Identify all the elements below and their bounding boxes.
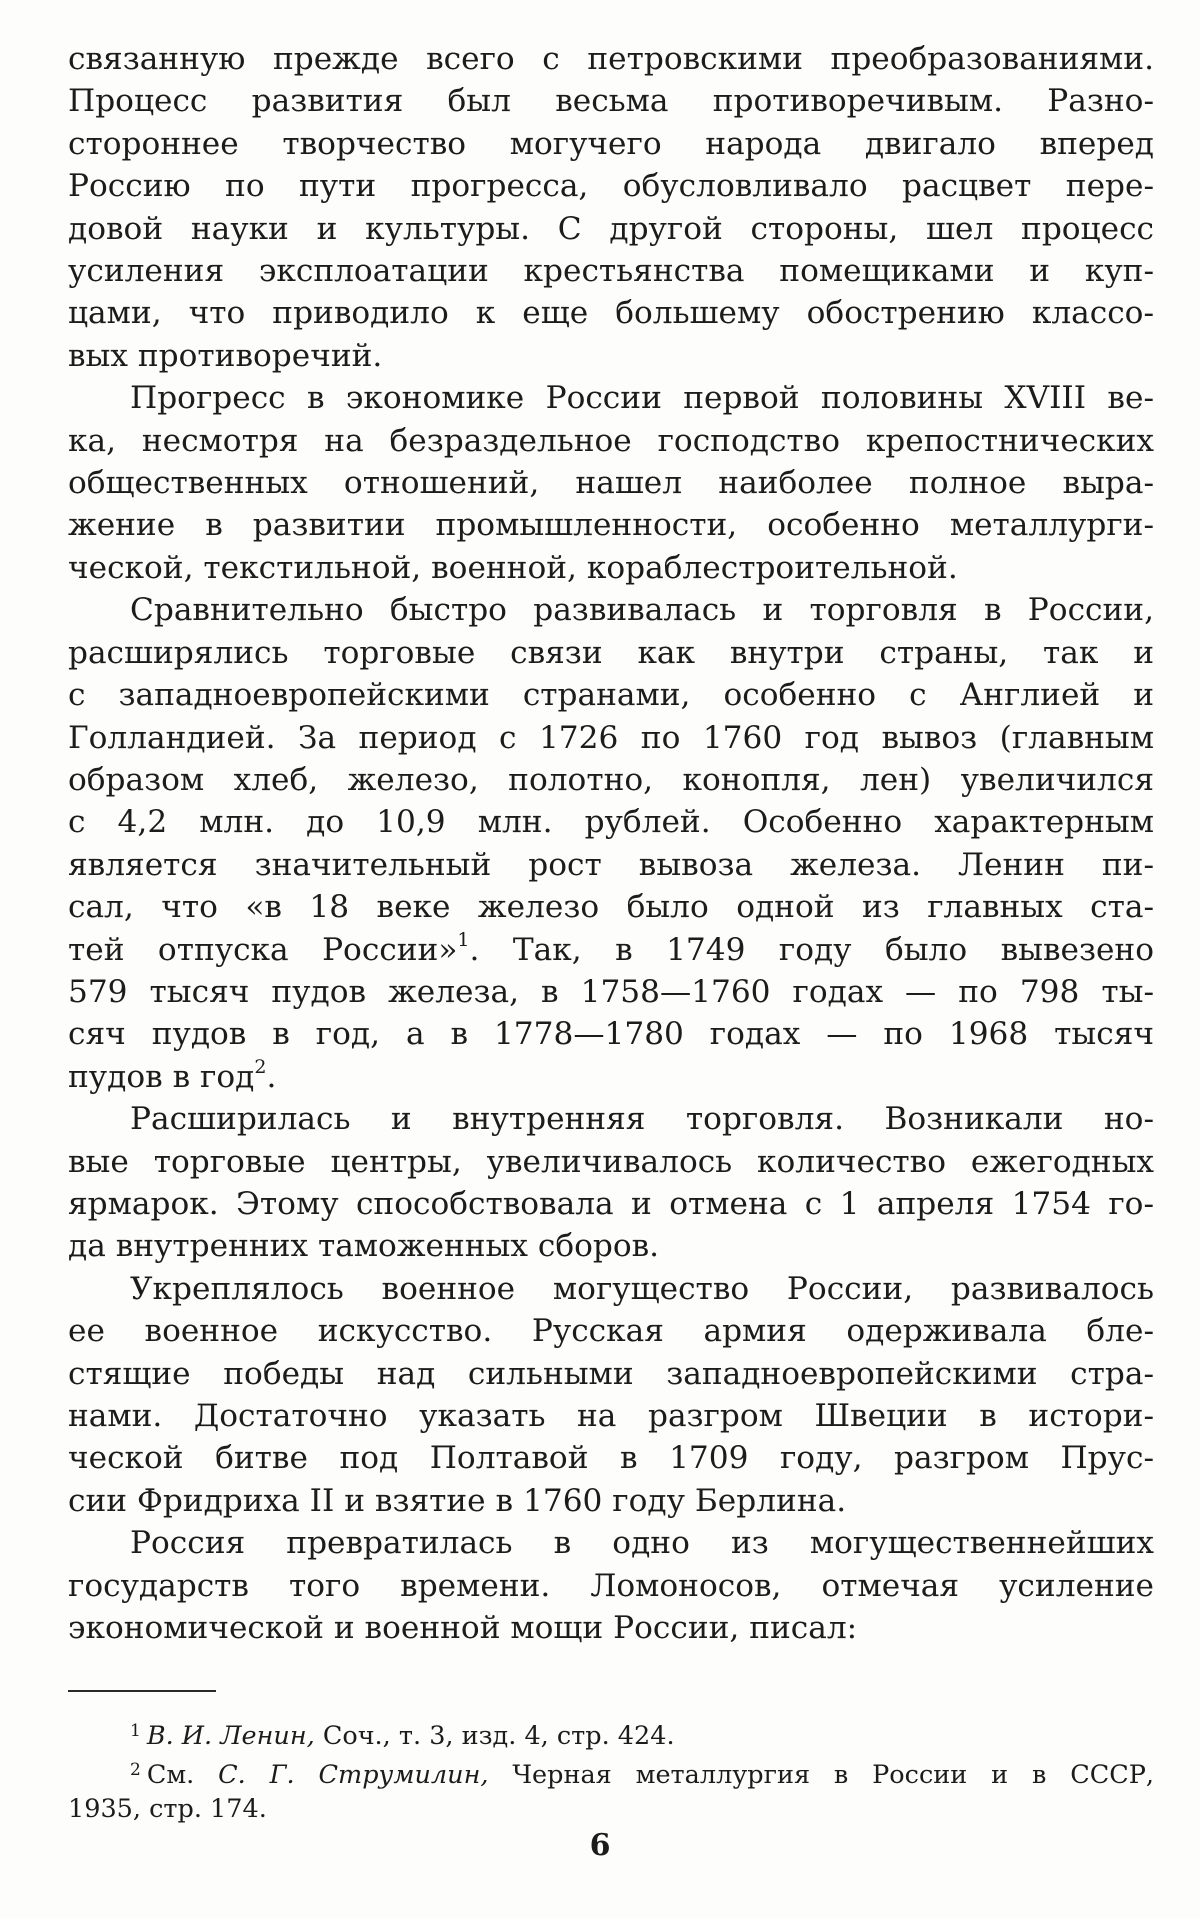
text-line: Россию по пути прогресса, обусловливало расцвет пере- (68, 168, 1154, 205)
footnote-1 (68, 1714, 1154, 1753)
text-line: Сравнительно быстро развивалась и торговля в России, (130, 592, 1154, 629)
text-line (68, 929, 1154, 971)
footnote-author: С. Г. Струмилин, (218, 1760, 489, 1790)
text-line: общественных отношений, нашел наиболее полное выра- (68, 465, 1154, 502)
footnote-author: В. И. Ленин, (146, 1721, 315, 1751)
footnote-text: Соч., т. 3, изд. 4, стр. 424. (314, 1721, 675, 1751)
text-line: да внутренних таможенных сборов. (68, 1228, 660, 1265)
text-line: Россия превратилась в одно из могущественнейших (130, 1525, 1154, 1562)
text-line: образом хлеб, железо, полотно, конопля, лен) увеличился (68, 761, 1154, 798)
text-line: ее военное искусство. Русская армия одерживала бле- (68, 1313, 1154, 1350)
text-line: нами. Достаточно указать на разгром Швеции в истори- (68, 1398, 1154, 1434)
text-line: связанную прежде всего с петровскими преобразованиями. (68, 41, 1154, 77)
paragraph-4 (68, 1098, 1154, 1268)
text-fragment: . (266, 1058, 277, 1095)
text-fragment: . Так, в 1749 году было вывезено (469, 931, 1154, 968)
footnote-number: 1 (130, 1721, 141, 1741)
text-line: расширялись торговые связи как внутри страны, так и (68, 634, 1154, 671)
paragraph-2 (68, 377, 1154, 589)
paragraph-1 (68, 38, 1154, 377)
text-line: вые торговые центры, увеличивалось количество ежегодных (68, 1143, 1154, 1180)
text-line (68, 1056, 1154, 1098)
footnotes (68, 1714, 1154, 1826)
paragraph-5 (68, 1268, 1154, 1522)
text-fragment: пудов в год (68, 1058, 255, 1095)
text-line: Расширилась и внутренняя торговля. Возникали но- (130, 1101, 1154, 1138)
text-line: с 4,2 млн. до 10,9 млн. рублей. Особенно характерным (68, 804, 1154, 841)
text-line: экономической и военной мощи России, писал: (68, 1610, 858, 1647)
text-line: стороннее творчество могучего народа двигало вперед (68, 125, 1154, 162)
text-line: ческой, текстильной, военной, кораблестроительной. (68, 549, 958, 586)
text-line: вых противоречий. (68, 337, 383, 374)
footnote-number: 2 (130, 1760, 141, 1780)
text-line: ярмарок. Этому способствовала и отмена с 1 апреля 1754 го- (68, 1185, 1154, 1222)
main-text (68, 38, 1154, 1649)
text-line: усиления эксплоатации крестьянства помещиками и куп- (68, 253, 1154, 290)
text-line: сяч пудов в год, а в 1778—1780 годах — по 1968 тысяч (68, 1016, 1154, 1053)
paragraph-6 (68, 1522, 1154, 1649)
text-line: цами, что приводило к еще большему обострению классо- (68, 295, 1154, 332)
text-line: с западноевропейскими странами, особенно с Англией и (68, 677, 1154, 714)
paragraph-3 (68, 589, 1154, 1098)
text-line: стящие победы над сильными западноевропейскими стра- (68, 1355, 1154, 1392)
footnote-2-continued: 1935, стр. 174. (68, 1794, 267, 1824)
text-line: Укреплялось военное могущество России, развивалось (130, 1270, 1154, 1307)
text-line: ческой битве под Полтавой в 1709 году, разгром Прус- (68, 1440, 1154, 1477)
text-line: сии Фридриха II и взятие в 1760 году Берлина. (68, 1482, 847, 1519)
page-number: 6 (589, 1828, 611, 1863)
footnote-divider (68, 1690, 216, 1692)
footnote-text: Черная металлургия в России и в СССР, (488, 1760, 1154, 1790)
text-line: 579 тысяч пудов железа, в 1758—1760 годах — по 798 ты- (68, 973, 1154, 1010)
footnote-ref-1[interactable]: 1 (457, 928, 470, 951)
text-line: сал, что «в 18 веке железо было одной из главных ста- (68, 889, 1154, 926)
text-line: ка, несмотря на безраздельное господство крепостнических (68, 422, 1154, 459)
footnote-ref-2[interactable]: 2 (254, 1055, 267, 1078)
text-line: Процесс развития был весьма противоречивым. Разно- (68, 83, 1154, 120)
text-line: довой науки и культуры. С другой стороны, шел процесс (68, 210, 1154, 247)
text-line: является значительный рост вывоза железа. Ленин пи- (68, 846, 1154, 883)
text-line: Прогресс в экономике России первой половины XVIII ве- (130, 380, 1154, 417)
text-fragment: тей отпуска России» (68, 931, 458, 968)
footnote-text: См. (146, 1760, 219, 1790)
footnote-2 (68, 1753, 1154, 1792)
text-line: государств того времени. Ломоносов, отмечая усиление (68, 1567, 1154, 1604)
text-line: Голландией. За период с 1726 по 1760 год вывоз (главным (68, 719, 1154, 756)
text-line: жение в развитии промышленности, особенно металлурги- (68, 507, 1154, 544)
